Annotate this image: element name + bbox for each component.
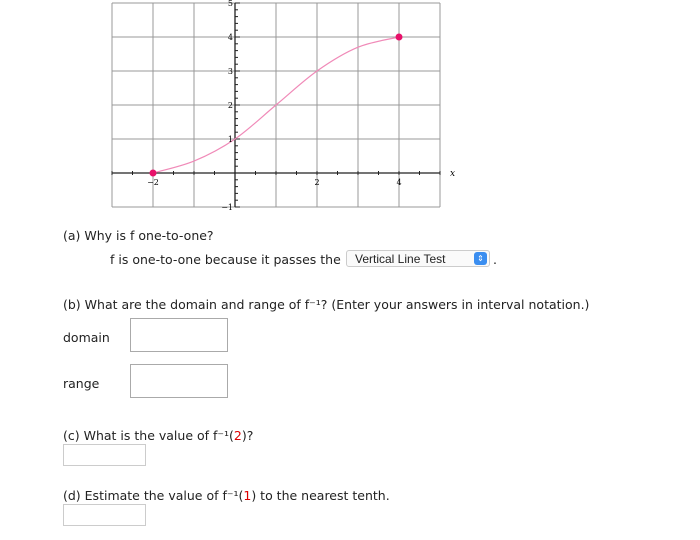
y-tick-label: −1 — [221, 203, 233, 212]
domain-label: domain — [63, 330, 110, 345]
endpoint-marker — [150, 170, 157, 177]
select-value: Vertical Line Test — [355, 252, 446, 266]
estimate-input[interactable] — [63, 504, 146, 526]
domain-input[interactable] — [130, 318, 228, 352]
period: . — [493, 252, 497, 267]
question-b: (b) What are the domain and range of f⁻¹? (Enter your answers in interval notation.) — [63, 297, 590, 312]
question-a: (a) Why is f one-to-one? — [63, 228, 214, 243]
endpoint-marker — [396, 34, 403, 41]
inverse-value-input[interactable] — [63, 444, 146, 466]
function-graph — [0, 0, 470, 215]
y-tick-label: 2 — [227, 101, 233, 110]
test-select[interactable] — [346, 250, 490, 267]
range-input[interactable] — [130, 364, 228, 398]
answer-a-text: f is one-to-one because it passes the — [110, 252, 341, 267]
question-c-arg: 2 — [233, 428, 242, 443]
updown-chevron-icon: ⇕ — [474, 252, 487, 265]
y-tick-label: 4 — [227, 33, 233, 42]
x-tick-label: 2 — [314, 178, 320, 187]
question-c — [63, 428, 253, 443]
y-tick-label: 1 — [227, 135, 233, 144]
question-c-suffix: )? — [241, 428, 254, 443]
question-d-suffix: ) to the nearest tenth. — [251, 488, 390, 503]
x-axis-label: x — [450, 169, 456, 179]
x-tick-label: −2 — [147, 178, 159, 187]
y-tick-label: 3 — [227, 67, 233, 76]
question-c-text: (c) What is the value of f⁻¹( — [63, 428, 234, 443]
y-tick-label: 5 — [227, 0, 233, 8]
question-d — [63, 488, 390, 503]
x-tick-label: 4 — [396, 178, 402, 187]
question-d-arg: 1 — [243, 488, 252, 503]
question-d-text: (d) Estimate the value of f⁻¹( — [63, 488, 244, 503]
range-label: range — [63, 376, 100, 391]
